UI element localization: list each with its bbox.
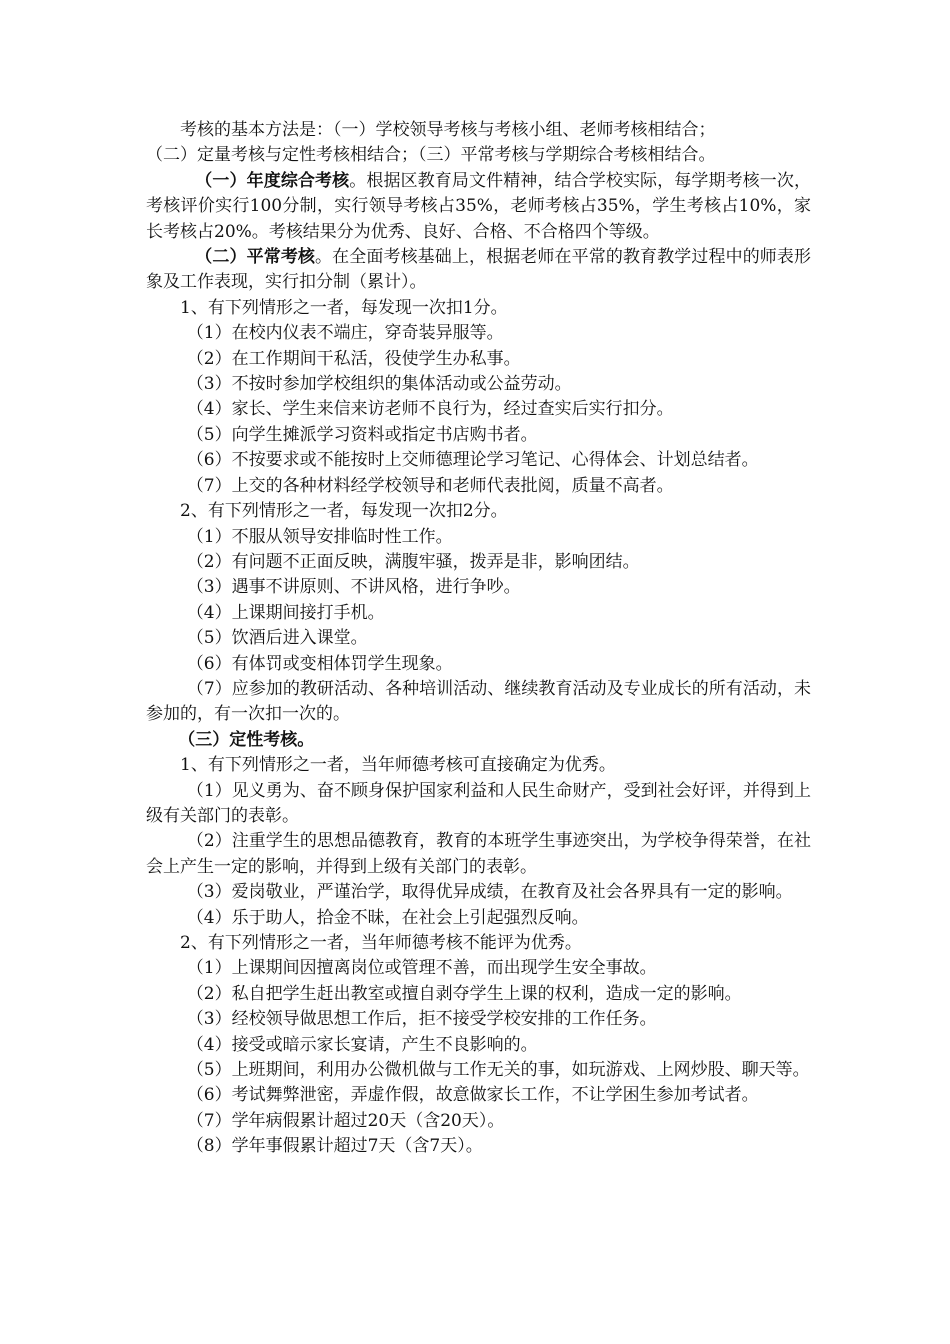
list-item: （7）上交的各种材料经学校领导和老师代表批阅，质量不高者。 [186,475,674,496]
list-item: （3）爱岗敬业，严谨治学，取得优异成绩，在教育及社会各界具有一定的影响。 [186,882,793,903]
list-item: （6）考试舞弊泄密，弄虚作假，故意做家长工作，不让学困生参加考试者。 [186,1085,759,1106]
section-3-group-2-title: 2、有下列情形之一者，当年师德考核不能评为优秀。 [180,933,582,953]
list-item: （3）不按时参加学校组织的集体活动或公益劳动。 [186,374,572,395]
section-3-heading: （三）定性考核。 [178,729,315,750]
list-item: （6）不按要求或不能按时上交师德理论学习笔记、心得体会、计划总结者。 [186,450,759,471]
list-item: （4）接受或暗示家长宴请，产生不良影响的。 [186,1034,538,1055]
section-1-paragraph [146,169,811,245]
intro-line-2: （二）定量考核与定性考核相结合；（三）平常考核与学期综合考核相结合。 [146,145,716,166]
list-item: （2）在工作期间干私活，役使学生办私事。 [186,348,521,369]
list-item: （1）见义勇为、奋不顾身保护国家利益和人民生命财产，受到社会好评，并得到上级有关部门的表彰。 [146,780,811,826]
list-item: （5）向学生摊派学习资料或指定书店购书者。 [186,424,538,445]
section-3-paragraph [146,728,811,753]
list-item: （4）上课期间接打手机。 [186,602,385,623]
section-2-group-1-title: 1、有下列情形之一者，每发现一次扣1分。 [180,297,508,318]
list-item: （6）有体罚或变相体罚学生现象。 [186,653,453,674]
list-item: （4）乐于助人，拾金不昧，在社会上引起强烈反响。 [186,907,589,928]
list-item: （2）有问题不正面反映，满腹牢骚，拨弄是非，影响团结。 [186,551,640,572]
list-item: （7）应参加的教研活动、各种培训活动、继续教育活动及专业成长的所有活动，未参加的，有一次扣一次的。 [146,678,811,725]
intro-line-1: 考核的基本方法是：（一）学校领导考核与考核小组、老师考核相结合； [180,120,716,140]
section-2-body: 。在全面考核基础上，根据老师在平常的教育教学过程中的师表形象及工作表现，实行扣分制（累计）。 [146,247,812,293]
list-item: （5）饮酒后进入课堂。 [186,628,368,649]
section-1-heading: （一）年度综合考核 [195,170,350,191]
section-1-body: 。根据区教育局文件精神，结合学校实际，每学期考核一次，考核评价实行100分制，实行领导考核占35%，老师考核占35%，学生考核占10%，家长考核占20%。考核结果分为优秀、良好、合格、不合格四个等级。 [146,170,811,242]
list-item: （2）注重学生的思想品德教育，教育的本班学生事迹突出，为学校争得荣誉，在社会上产生一定的影响，并得到上级有关部门的表彰。 [146,831,811,877]
document-page [146,118,811,1160]
section-2-group-2-title: 2、有下列情形之一者，每发现一次扣2分。 [180,501,508,522]
section-2-paragraph [146,245,811,296]
list-item: （1）上课期间因擅离岗位或管理不善，而出现学生安全事故。 [186,958,657,979]
section-3-group-1-title: 1、有下列情形之一者，当年师德考核可直接确定为优秀。 [180,755,616,776]
list-item: （8）学年事假累计超过7天（含7天）。 [186,1136,483,1157]
list-item: （7）学年病假累计超过20天（含20天）。 [186,1110,505,1131]
list-item: （1）不服从领导安排临时性工作。 [186,526,453,547]
list-item: （3）遇事不讲原则、不讲风格，进行争吵。 [186,577,521,598]
list-item: （1）在校内仪表不端庄，穿奇装异服等。 [186,323,504,344]
list-item: （5）上班期间，利用办公微机做与工作无关的事，如玩游戏、上网炒股、聊天等。 [186,1060,810,1081]
list-item: （2）私自把学生赶出教室或擅自剥夺学生上课的权利，造成一定的影响。 [186,983,742,1004]
section-2-heading: （二）平常考核 [195,247,316,268]
list-item: （4）家长、学生来信来访老师不良行为，经过查实后实行扣分。 [186,399,674,420]
list-item: （3）经校领导做思想工作后，拒不接受学校安排的工作任务。 [186,1009,657,1030]
